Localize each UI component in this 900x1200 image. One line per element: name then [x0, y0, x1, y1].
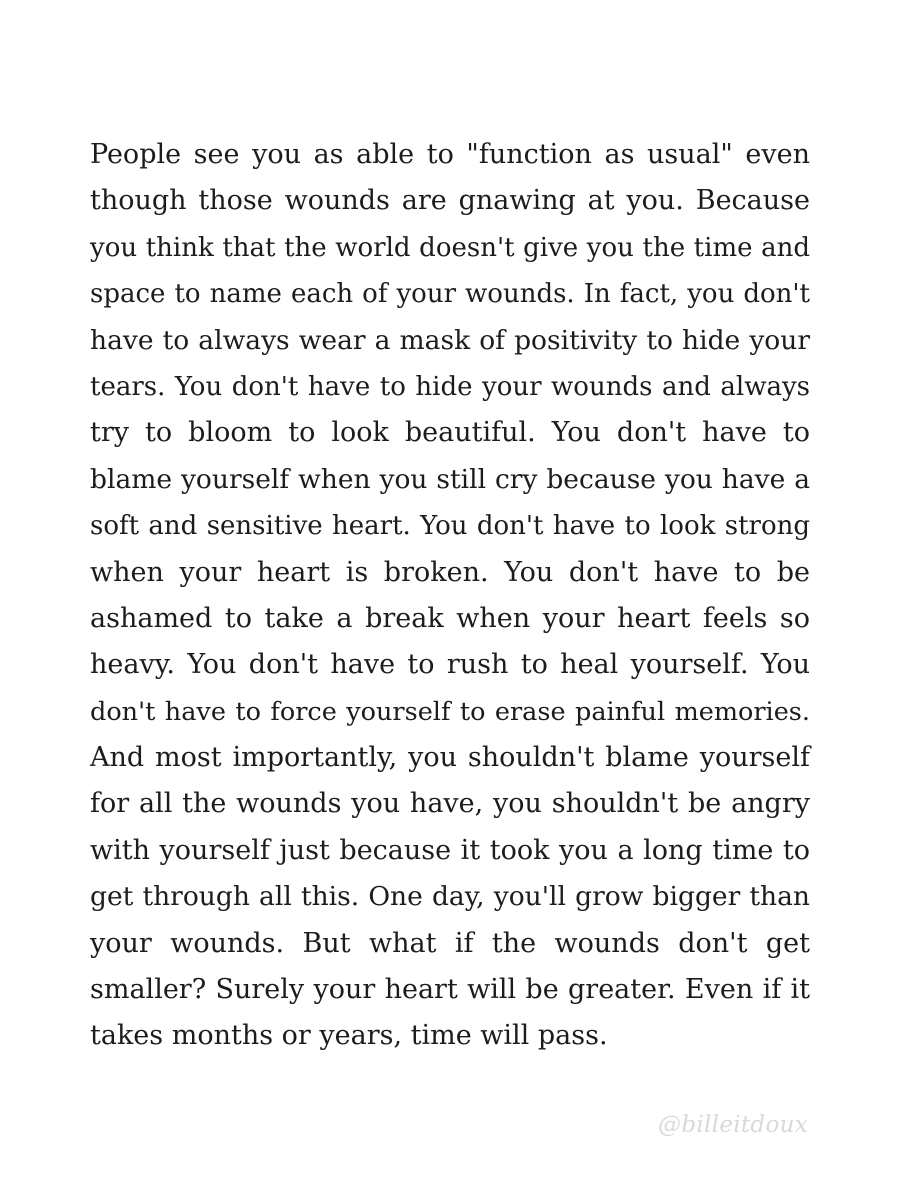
passage-line: blame yourself when you still cry because you have a: [90, 463, 810, 495]
passage-line: when your heart is broken. You don't have to be: [90, 556, 810, 588]
passage-line: ashamed to take a break when your heart feels so: [90, 602, 810, 634]
passage-line: have to always wear a mask of positivity to hide your: [90, 324, 810, 356]
passage-line: People see you as able to "function as usual" even: [90, 139, 810, 170]
passage-line: don't have to force yourself to erase painful memories.: [90, 696, 810, 727]
passage-line: smaller? Surely your heart will be greater. Even if it: [90, 974, 810, 1006]
passage-line: you think that the world doesn't give you the time and: [90, 232, 810, 263]
passage-line: takes months or years, time will pass.: [90, 1020, 608, 1052]
passage-line: your wounds. But what if the wounds don't get: [90, 927, 810, 959]
passage-line: try to bloom to look beautiful. You don't have to: [90, 417, 810, 449]
passage-line: with yourself just because it took you a long time to: [90, 834, 810, 866]
passage-line: for all the wounds you have, you shouldn't be angry: [90, 788, 810, 820]
passage-line: tears. You don't have to hide your wounds and always: [90, 371, 810, 402]
passage-line: heavy. You don't have to rush to heal yourself. You: [90, 649, 810, 681]
passage-line: soft and sensitive heart. You don't have to look strong: [90, 511, 810, 542]
quote-passage: [90, 132, 810, 1060]
passage-line: though those wounds are gnawing at you. Because: [90, 185, 810, 217]
watermark-handle: @billeitdoux: [658, 1112, 808, 1138]
passage-line: get through all this. One day, you'll grow bigger than: [90, 881, 810, 913]
passage-line: And most importantly, you shouldn't blame yourself: [90, 742, 810, 774]
passage-line: space to name each of your wounds. In fact, you don't: [90, 279, 810, 310]
